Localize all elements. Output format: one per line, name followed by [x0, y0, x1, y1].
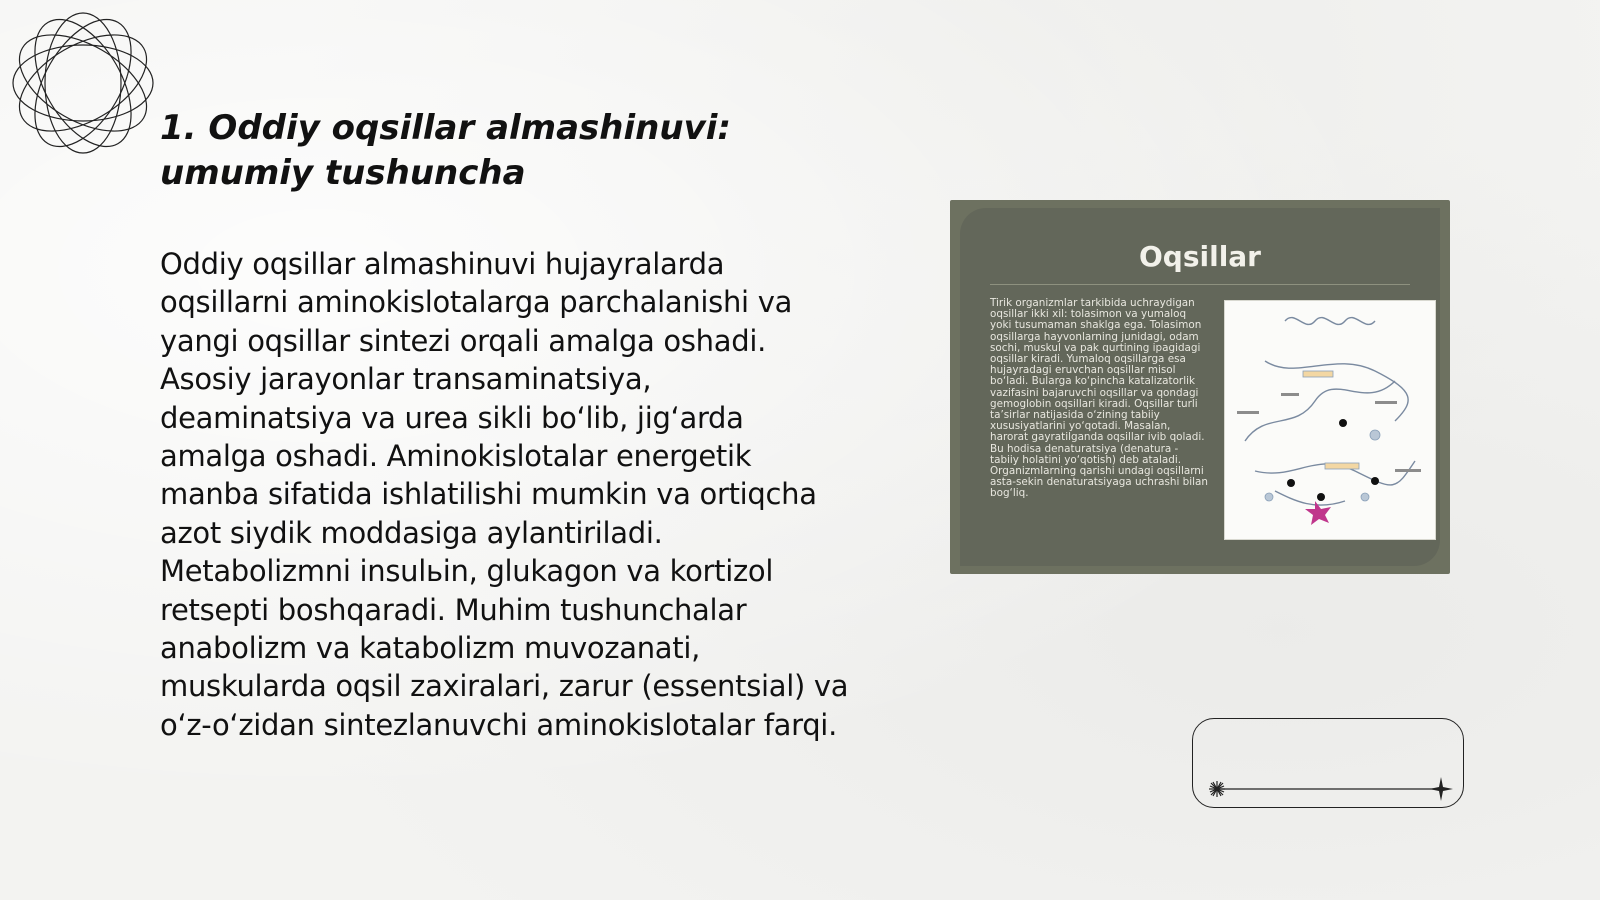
protein-structure-figure: [1224, 300, 1436, 540]
embedded-slide-paragraph: Tirik organizmlar tarkibida uchraydigan oqsillar ikki xil: tolasimon va yumaloq yoki tusumaman shaklga ega. Tolasimon oqsillarga hayvonlarning junidagi, odam sochi, muskul va pak qurtining ipagidagi oqsillar kiradi. Yumaloq oqsillarga esa hujayradagi eruvchan oqsillar misol bo‘ladi. Bularga ko‘pincha katalizatorlik vazifasini bajaruvchi oqsillar va qondagi gemoglobin oqsillari kiradi. Oqsillar turli ta’sirlar natijasida o‘zining tabiiy xususiyatlarini yo‘qotadi. Masalan, harorat gayratilganda oqsillar ivib qoladi. Bu hodisa denaturatsiya (denatura - tabiiy holatini yo‘qotish) deb ataladi. Organizmlarning qarishi undagi oqsillarni asta-sekin denaturatsiyaga uchrashi bilan bog‘liq.: [990, 297, 1209, 500]
protein-diagram-illustration: [1225, 301, 1435, 539]
embedded-slide-title: Oqsillar: [1138, 240, 1261, 273]
body-paragraph: Oddiy oqsillar almashinuvi hujayralarda oqsillarni aminokislotalarga parchalanishi va yangi oqsillar sintezi orqali amalga oshadi. Asosiy jarayonlar transaminatsiya, deaminatsiya va urea sikli bo‘lib, jig‘arda amalga oshadi. Aminokislotalar energetik manba sifatida ishlatilishi mumkin va ortiqcha azot siydik moddasiga aylantiriladi. Metabolizmni insulьin, glukagon va kortizol retsepti boshqaradi. Muhim tushunchalar anabolizm va katabolizm muvozanati, muskularda oqsil zaxiralari, zarur (essentsial) va o‘z-o‘zidan sintezlanuvchi aminokislotalar farqi.: [160, 247, 849, 742]
embedded-slide-panel: [960, 208, 1440, 566]
decorative-capsule-frame: [1192, 718, 1464, 808]
slide-title: 1. Oddiy oqsillar almashinuvi: umumiy tushuncha: [160, 108, 731, 193]
decorative-rosette: [8, 8, 158, 158]
decorative-line-with-stars: [1193, 719, 1465, 809]
embedded-slide-image: [950, 200, 1450, 574]
embedded-slide-divider: [990, 284, 1410, 285]
